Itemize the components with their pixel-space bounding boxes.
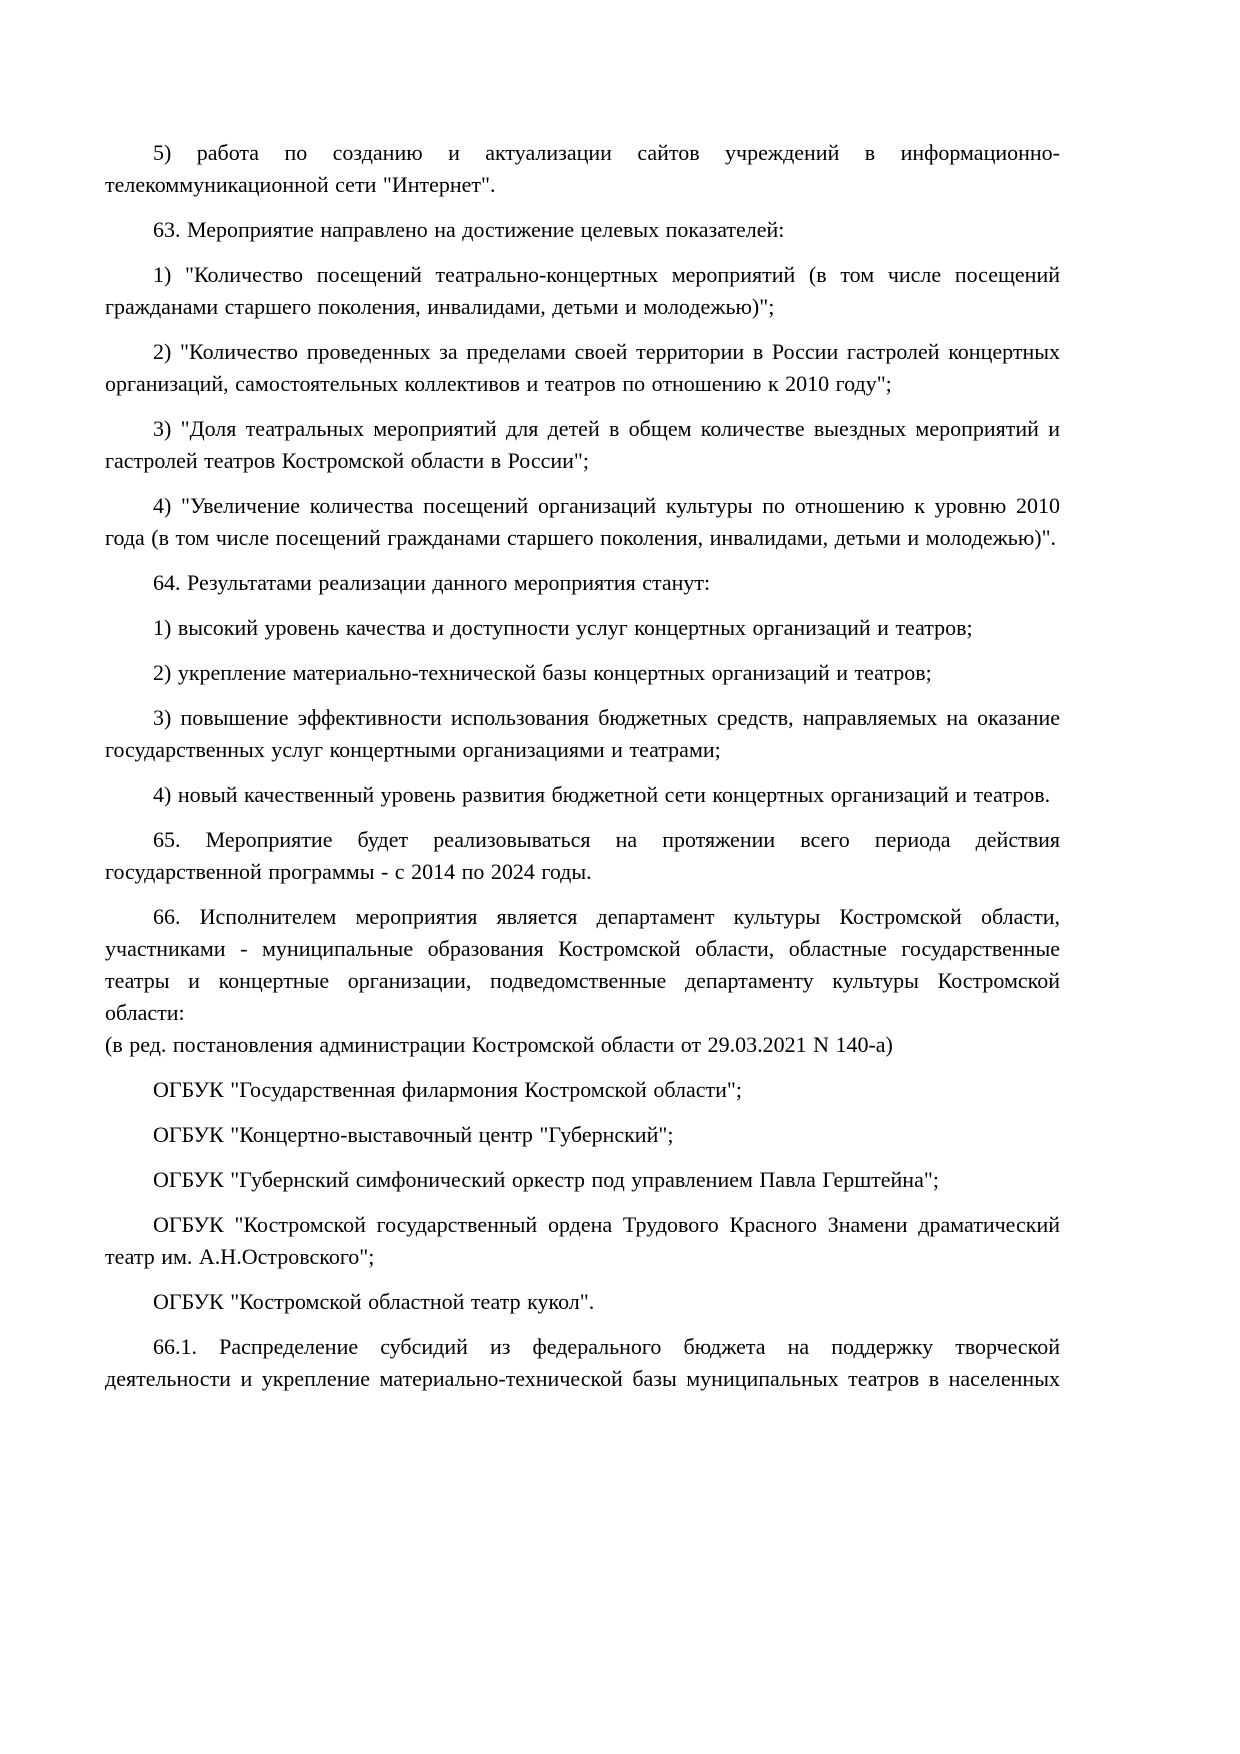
paragraph: ОГБУК "Государственная филармония Костромской области"; [153,1077,742,1102]
paragraph: 1) "Количество посещений театрально-концертных мероприятий (в том числе посещений гражданами старшего поколения, инвалидами, детьми и молодежью)"; [105,262,1060,319]
paragraph: 64. Результатами реализации данного мероприятия станут: [153,570,711,595]
document-body [105,137,1060,1395]
paragraph: 3) "Доля театральных мероприятий для детей в общем количестве выездных мероприятий и гастролей театров Костромской области в России"; [105,416,1060,473]
paragraph: 4) новый качественный уровень развития бюджетной сети концертных организаций и театров. [153,782,1051,807]
paragraph: 66.1. Распределение субсидий из федерального бюджета на поддержку творческой деятельности и укрепление материально-технической базы муниципальных театров в населенных [105,1334,1060,1391]
paragraph: ОГБУК "Концертно-выставочный центр "Губернский"; [153,1122,674,1147]
paragraph: 65. Мероприятие будет реализовываться на протяжении всего периода действия государственной программы - с 2014 по 2024 годы. [105,827,1060,884]
paragraph: ОГБУК "Костромской государственный ордена Трудового Красного Знамени драматический театр им. А.Н.Островского"; [105,1212,1060,1269]
paragraph: 66. Исполнителем мероприятия является департамент культуры Костромской области, участниками - муниципальные образования Костромской области, областные государственные театры и концертные организации, подведомственные департаменту культуры Костромской области: [105,904,1060,1025]
paragraph: 63. Мероприятие направлено на достижение целевых показателей: [153,217,785,242]
paragraph: ОГБУК "Костромской областной театр кукол". [153,1289,595,1314]
paragraph: 2) укрепление материально-технической базы концертных организаций и театров; [153,660,932,685]
paragraph: 4) "Увеличение количества посещений организаций культуры по отношению к уровню 2010 года (в том числе посещений гражданами старшего поколения, инвалидами, детьми и молодежью)". [105,493,1060,550]
paragraph: ОГБУК "Губернский симфонический оркестр под управлением Павла Герштейна"; [153,1167,939,1192]
paragraph: 5) работа по созданию и актуализации сайтов учреждений в информационно-телекоммуникационной сети "Интернет". [105,140,1060,197]
paragraph: 1) высокий уровень качества и доступности услуг концертных организаций и театров; [153,615,973,640]
paragraph: 2) "Количество проведенных за пределами своей территории в России гастролей концертных организаций, самостоятельных коллективов и театров по отношению к 2010 году"; [105,339,1060,396]
paragraph: 3) повышение эффективности использования бюджетных средств, направляемых на оказание государственных услуг концертными организациями и театрами; [105,705,1060,762]
paragraph: (в ред. постановления администрации Костромской области от 29.03.2021 N 140-а) [105,1032,893,1057]
